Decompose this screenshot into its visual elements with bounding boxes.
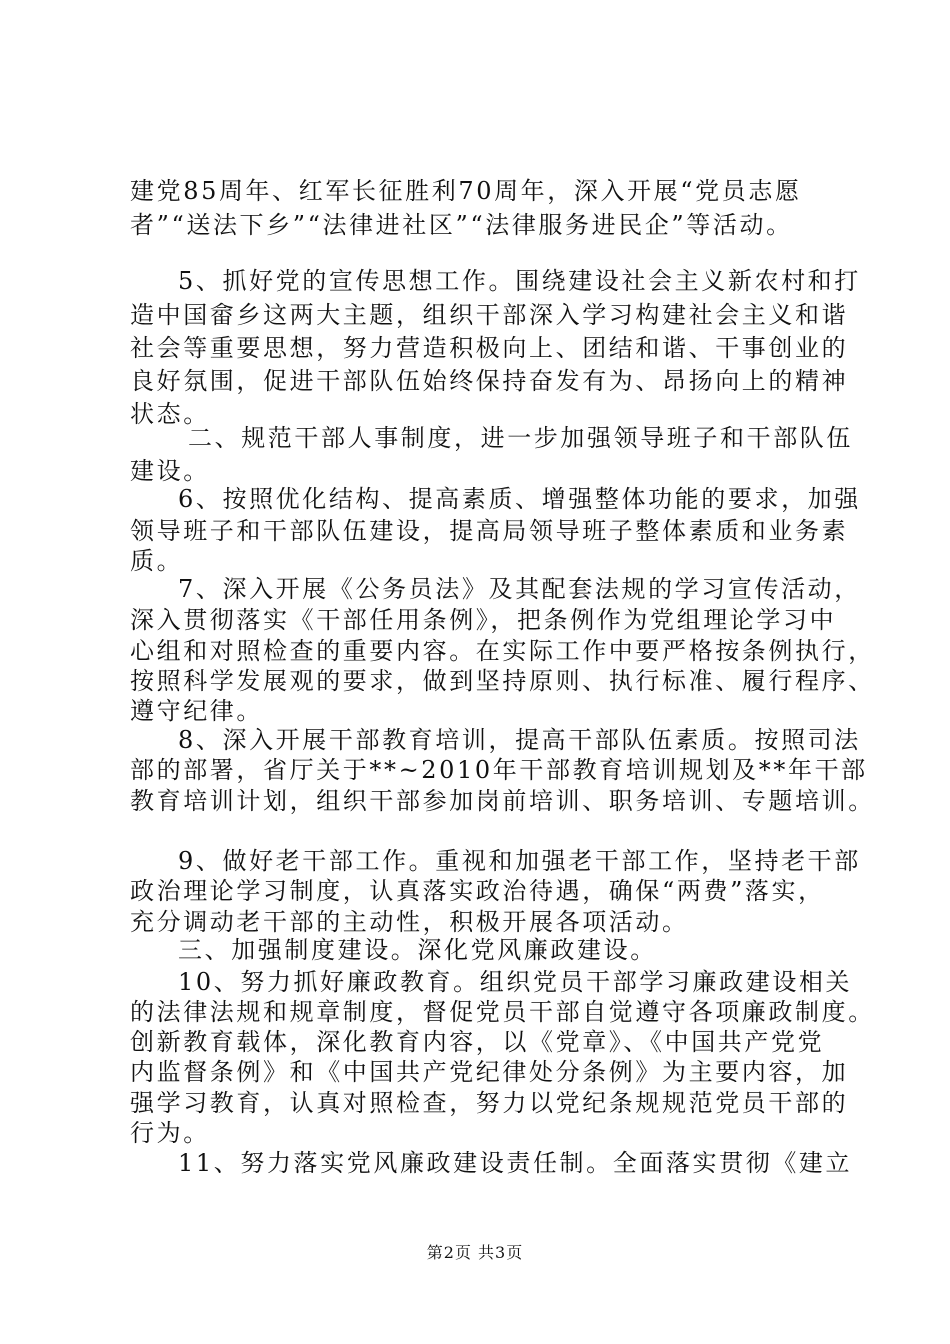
text-line: 领导班子和干部队伍建设，提高局领导班子整体素质和业务素 bbox=[130, 517, 849, 545]
text-line: 10、努力抓好廉政教育。组织党员干部学习廉政建设相关 bbox=[178, 968, 853, 996]
page-footer: 第2页 共3页 bbox=[426, 1243, 524, 1262]
text-line: 7、深入开展《公务员法》及其配套法规的学习宣传活动， bbox=[178, 575, 861, 603]
text-line: 状态。 bbox=[130, 400, 210, 428]
text-line: 教育培训计划，组织干部参加岗前培训、职务培训、专题培训。 bbox=[130, 787, 875, 815]
text-line: 社会等重要思想，努力营造积极向上、团结和谐、干事创业的 bbox=[130, 334, 849, 362]
text-line: 11、努力落实党风廉政建设责任制。全面落实贯彻《建立 bbox=[178, 1149, 853, 1177]
text-line: 遵守纪律。 bbox=[130, 697, 263, 725]
text-line: 二、规范干部人事制度，进一步加强领导班子和干部队伍 bbox=[188, 424, 853, 452]
text-line: 造中国畲乡这两大主题，组织干部深入学习构建社会主义和谐 bbox=[130, 301, 849, 329]
text-line: 强学习教育，认真对照检查，努力以党纪条规规范党员干部的 bbox=[130, 1089, 849, 1117]
text-line: 建设。 bbox=[130, 457, 210, 485]
text-line: 良好氛围，促进干部队伍始终保持奋发有为、昂扬向上的精神 bbox=[130, 367, 849, 395]
text-line: 内监督条例》和《中国共产党纪律处分条例》为主要内容，加 bbox=[130, 1058, 849, 1086]
text-line: 8、深入开展干部教育培训，提高干部队伍素质。按照司法 bbox=[178, 726, 861, 754]
text-line: 创新教育载体，深化教育内容，以《党章》、《中国共产党党 bbox=[130, 1028, 825, 1056]
text-line: 三、加强制度建设。深化党风廉政建设。 bbox=[178, 936, 657, 964]
text-line: 质。 bbox=[130, 547, 184, 575]
text-line: 的法律法规和规章制度，督促党员干部自觉遵守各项廉政制度。 bbox=[130, 998, 875, 1026]
text-line: 5、抓好党的宣传思想工作。围绕建设社会主义新农村和打 bbox=[178, 267, 861, 295]
text-line: 心组和对照检查的重要内容。在实际工作中要严格按条例执行， bbox=[130, 637, 875, 665]
text-line: 6、按照优化结构、提高素质、增强整体功能的要求，加强 bbox=[178, 485, 861, 513]
text-line: 按照科学发展观的要求，做到坚持原则、执行标准、履行程序、 bbox=[130, 667, 875, 695]
text-line: 9、做好老干部工作。重视和加强老干部工作，坚持老干部 bbox=[178, 847, 861, 875]
text-line: 建党85周年、红军长征胜利70周年，深入开展“党员志愿 bbox=[130, 177, 802, 205]
text-line: 部的部署，省厅关于**~2010年干部教育培训规划及**年干部 bbox=[130, 756, 868, 784]
text-line: 行为。 bbox=[130, 1119, 210, 1147]
text-line: 充分调动老干部的主动性，积极开展各项活动。 bbox=[130, 908, 689, 936]
text-line: 深入贯彻落实《干部任用条例》，把条例作为党组理论学习中 bbox=[130, 606, 837, 634]
text-line: 政治理论学习制度，认真落实政治待遇，确保“两费”落实， bbox=[130, 877, 825, 905]
text-line: 者”“送法下乡”“法律进社区”“法律服务进民企”等活动。 bbox=[130, 211, 793, 239]
